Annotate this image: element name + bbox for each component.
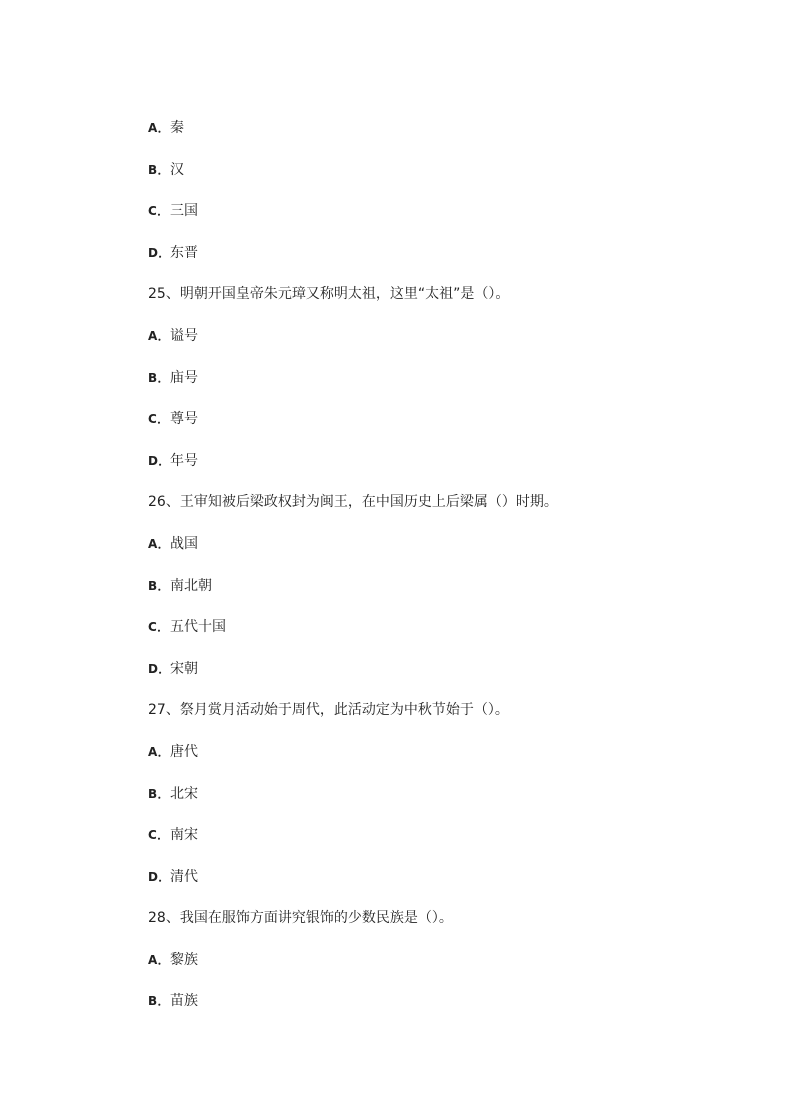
option-letter: A． [148, 744, 170, 759]
option-text: 宋朝 [170, 660, 198, 677]
option-c [148, 201, 748, 243]
option-text: 苗族 [170, 993, 198, 1010]
option-a [148, 118, 748, 160]
option-d [148, 451, 748, 493]
option-c [148, 617, 748, 659]
option-text: 庙号 [170, 369, 198, 386]
option-c [148, 409, 748, 451]
option-letter: D． [148, 869, 171, 884]
option-letter: A． [148, 121, 170, 135]
option-a [148, 534, 748, 576]
option-text: 南北朝 [170, 577, 212, 594]
option-letter: A． [148, 536, 170, 551]
option-letter: D． [148, 245, 171, 260]
option-letter: D． [148, 453, 171, 468]
option-c [148, 825, 748, 867]
option-a [148, 742, 748, 784]
option-text: 清代 [170, 868, 198, 885]
option-d [148, 659, 748, 701]
option-text: 尊号 [170, 411, 198, 428]
question-list [148, 118, 748, 1033]
option-letter: B． [148, 162, 170, 177]
option-letter: B． [148, 786, 170, 801]
option-letter: A． [148, 952, 170, 967]
option-text: 唐代 [170, 743, 198, 760]
option-text: 秦 [170, 120, 184, 136]
option-letter: D． [148, 661, 171, 676]
option-text: 战国 [170, 535, 198, 552]
option-letter: B． [148, 370, 170, 385]
question-26: 26、王审知被后梁政权封为闽王，在中国历史上后梁属（）时期。 [148, 494, 558, 511]
option-text: 南宋 [170, 827, 198, 844]
option-text: 年号 [170, 452, 198, 469]
option-letter: A． [148, 328, 170, 343]
option-text: 三国 [170, 203, 198, 220]
option-letter: B． [148, 578, 170, 593]
option-letter: C． [148, 204, 170, 219]
option-text: 汉 [170, 161, 184, 178]
option-a [148, 950, 748, 992]
option-letter: C． [148, 828, 170, 843]
question-25: 25、明朝开国皇帝朱元璋又称明太祖，这里“太祖”是（）。 [148, 286, 510, 303]
option-text: 东晋 [170, 244, 198, 261]
option-text: 谥号 [170, 327, 198, 344]
option-letter: B． [148, 994, 170, 1009]
question-28: 28、我国在服饰方面讲究银饰的少数民族是（）。 [148, 910, 453, 927]
option-text: 五代十国 [170, 619, 226, 636]
question-27: 27、祭月赏月活动始于周代，此活动定为中秋节始于（）。 [148, 702, 509, 719]
option-letter: C． [148, 412, 170, 427]
option-text: 黎族 [170, 951, 198, 968]
option-b [148, 991, 748, 1033]
option-a [148, 326, 748, 368]
option-d [148, 867, 748, 909]
option-d [148, 243, 748, 285]
option-text: 北宋 [170, 785, 198, 802]
option-b [148, 368, 748, 410]
option-b [148, 576, 748, 618]
option-letter: C． [148, 620, 170, 635]
option-b [148, 784, 748, 826]
option-b [148, 160, 748, 202]
